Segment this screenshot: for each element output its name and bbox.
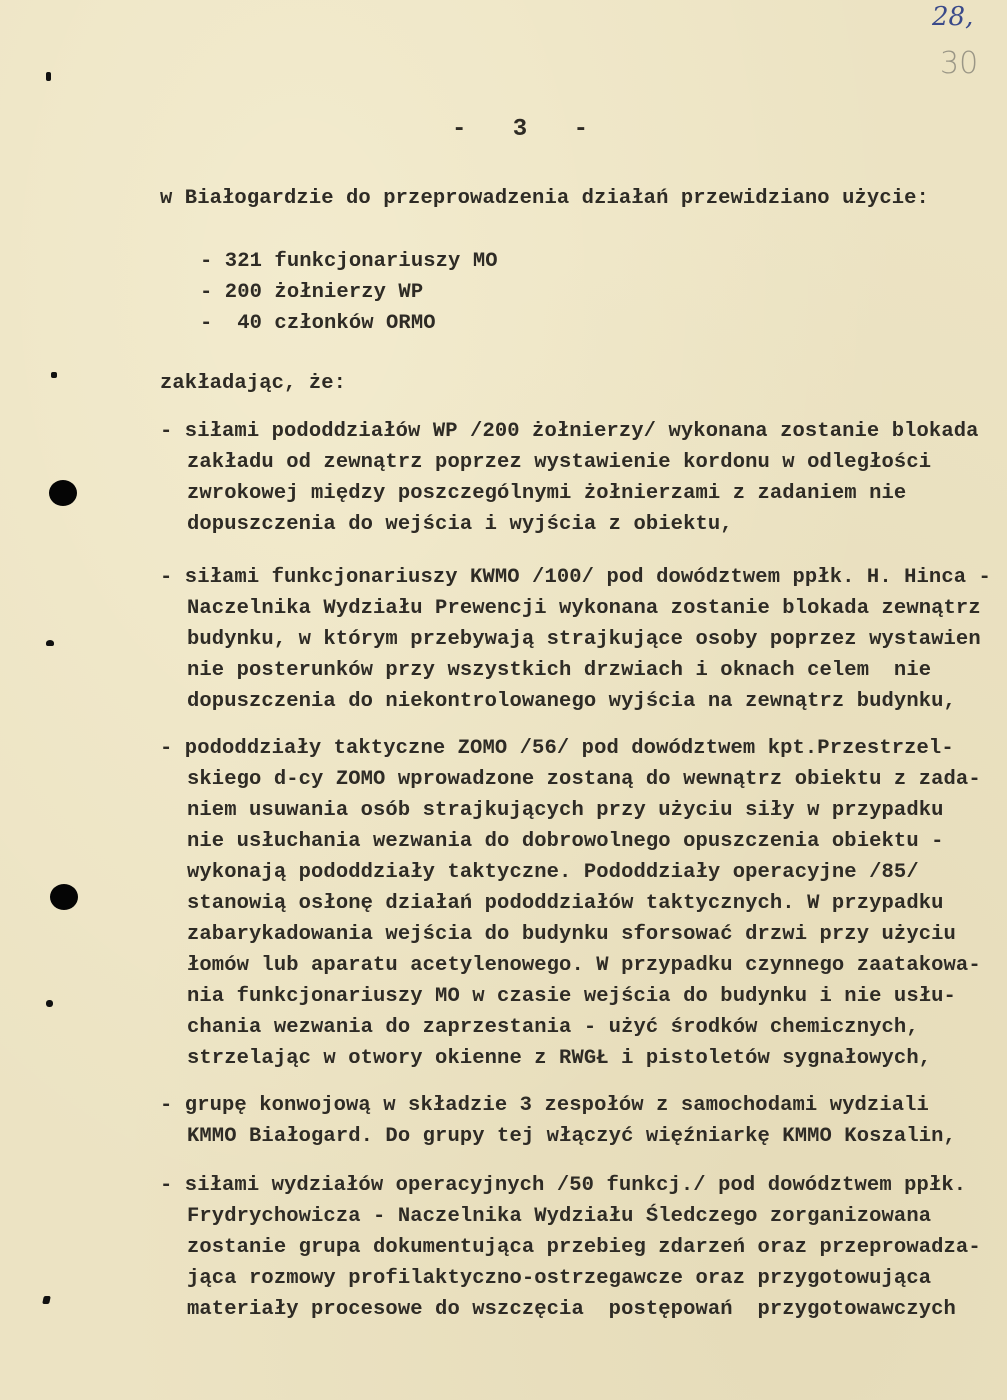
paragraph-line: - siłami wydziałów operacyjnych /50 funkcj./ pod dowództwem ppłk. [160,1174,967,1197]
binder-mark [46,1000,53,1007]
paragraph-line: nia funkcjonariuszy MO w czasie wejścia do budynku i nie usłu- [187,985,956,1008]
paragraph-line: Naczelnika Wydziału Prewencji wykonana zostanie blokada zewnątrz [187,597,981,620]
binder-mark [46,72,51,81]
paragraph-line: skiego d-cy ZOMO wprowadzone zostaną do wewnątrz obiektu z zada- [187,768,981,791]
binder-mark [51,372,57,378]
paragraph-line: niem usuwania osób strajkujących przy użyciu siły w przypadku [187,799,944,822]
paragraph-line: stanowią osłonę działań pododdziałów taktycznych. W przypadku [187,892,944,915]
forces-item: - 321 funkcjonariuszy MO [200,250,498,273]
paragraph-line: łomów lub aparatu acetylenowego. W przypadku czynnego zaatakowa- [187,954,981,977]
paragraph-line: - pododdziały taktyczne ZOMO /56/ pod dowództwem kpt.Przestrzel- [160,737,954,760]
forces-item: - 40 członków ORMO [200,312,436,335]
intro-text: w Białogardzie do przeprowadzenia działań przewidziano użycie: [160,187,929,210]
paragraph-line: nie posterunków przy wszystkich drzwiach i oknach celem nie [187,659,932,682]
forces-item: - 200 żołnierzy WP [200,281,424,304]
paragraph-line: nie usłuchania wezwania do dobrowolnego opuszczenia obiektu - [187,830,944,853]
punch-hole [49,480,77,506]
paragraph-line: Frydrychowicza - Naczelnika Wydziału Śledczego zorganizowana [187,1205,932,1228]
binder-mark [46,640,54,646]
paragraph-line: dopuszczenia do niekontrolowanego wyjścia na zewnątrz budynku, [187,690,956,713]
paragraph-line: - siłami pododdziałów WP /200 żołnierzy/ wykonana zostanie blokada [160,420,979,443]
paragraph-line: dopuszczenia do wejścia i wyjścia z obiektu, [187,513,733,536]
page-number: - 3 - [452,116,605,143]
lead-text: zakładając, że: [160,372,347,395]
archive-number-ink: 28, [932,2,974,32]
paragraph-line: budynku, w którym przebywają strajkujące osoby poprzez wystawien [187,628,981,651]
paragraph-line: zwrokowej między poszczególnymi żołnierzami z zadaniem nie [187,482,907,505]
paragraph-line: zakładu od zewnątrz poprzez wystawienie kordonu w odległości [187,451,932,474]
paragraph-line: chania wezwania do zaprzestania - użyć środków chemicznych, [187,1016,919,1039]
punch-hole [50,884,78,910]
binder-mark [42,1296,51,1304]
paragraph-line: strzelając w otwory okienne z RWGŁ i pistoletów sygnałowych, [187,1047,932,1070]
paragraph-line: - siłami funkcjonariuszy KWMO /100/ pod dowództwem ppłk. H. Hinca - [160,566,991,589]
paragraph-line: KMMO Białogard. Do grupy tej włączyć więźniarkę KMMO Koszalin, [187,1125,956,1148]
paragraph-line: zostanie grupa dokumentująca przebieg zdarzeń oraz przeprowadza- [187,1236,981,1259]
paragraph-line: jąca rozmowy profilaktyczno-ostrzegawcze oraz przygotowująca [187,1267,932,1290]
paragraph-line: zabarykadowania wejścia do budynku sforsować drzwi przy użyciu [187,923,956,946]
archive-number-pencil: 30 [940,46,979,81]
paragraph-line: wykonają pododdziały taktyczne. Pododdziały operacyjne /85/ [187,861,919,884]
paragraph-line: materiały procesowe do wszczęcia postępowań przygotowawczych [187,1298,956,1321]
paragraph-line: - grupę konwojową w składzie 3 zespołów z samochodami wydziali [160,1094,929,1117]
